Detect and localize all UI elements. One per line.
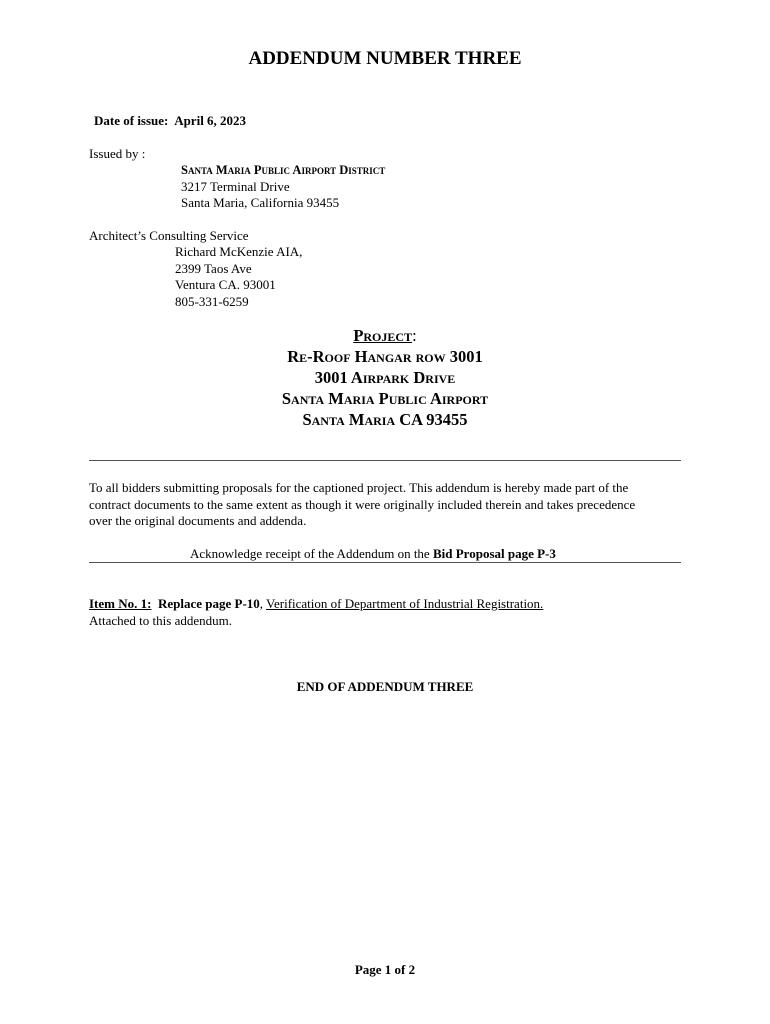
issuer-name: Santa Maria Public Airport District: [181, 163, 386, 177]
project-label: Project: [353, 326, 413, 345]
project-line-1: Re-Roof Hangar row 3001: [287, 347, 483, 366]
issuer-address-line1: 3217 Terminal Drive: [181, 178, 290, 194]
acknowledge-text: Acknowledge receipt of the Addendum on the: [190, 546, 433, 561]
architect-block: [175, 244, 302, 310]
project-heading: [0, 326, 770, 346]
project-colon: :: [412, 326, 417, 345]
architect-name: Richard McKenzie AIA,: [175, 244, 303, 259]
issued-by-label: Issued by :: [89, 146, 146, 161]
intro-line-3: over the original documents and addenda.: [89, 513, 307, 528]
project-line-2: 3001 Airpark Drive: [314, 368, 456, 387]
date-label: Date of issue:: [94, 113, 169, 128]
divider-top: [89, 460, 681, 461]
architect-phone: 805-331-6259: [175, 293, 249, 309]
intro-line-2: contract documents to the same extent as though it were originally included therein and takes precedence: [89, 496, 636, 512]
item-1-comma: ,: [259, 596, 267, 611]
end-of-addendum: END OF ADDENDUM THREE: [296, 679, 474, 694]
item-1-label: Item No. 1:: [89, 596, 152, 611]
item-1-action: Replace page P-10: [157, 596, 260, 611]
intro-line-1: To all bidders submitting proposals for the captioned project. This addendum is hereby made part of the: [89, 480, 629, 495]
page-number: Page 1 of 2: [354, 962, 416, 977]
architect-label: Architect’s Consulting Service: [89, 228, 249, 243]
issuer-address-line2: Santa Maria, California 93455: [181, 195, 340, 210]
acknowledge-reference: Bid Proposal page P-3: [432, 546, 556, 561]
project-line-4: Santa Maria CA 93455: [302, 410, 468, 429]
acknowledge-line: [190, 546, 556, 563]
intro-paragraph: [89, 480, 689, 530]
date-of-issue: [94, 113, 246, 130]
document-title: ADDENDUM NUMBER THREE: [248, 48, 522, 69]
project-line-3: Santa Maria Public Airport: [281, 389, 489, 408]
issuer-block: [181, 162, 385, 212]
date-value: April 6, 2023: [174, 113, 247, 128]
item-1-note: Attached to this addendum.: [89, 612, 232, 628]
item-1-subject: Verification of Department of Industrial Registration.: [266, 596, 544, 611]
architect-address-line1: 2399 Taos Ave: [175, 260, 252, 276]
item-1: [89, 596, 543, 629]
divider-bottom: [89, 562, 681, 563]
architect-address-line2: Ventura CA. 93001: [175, 277, 276, 292]
